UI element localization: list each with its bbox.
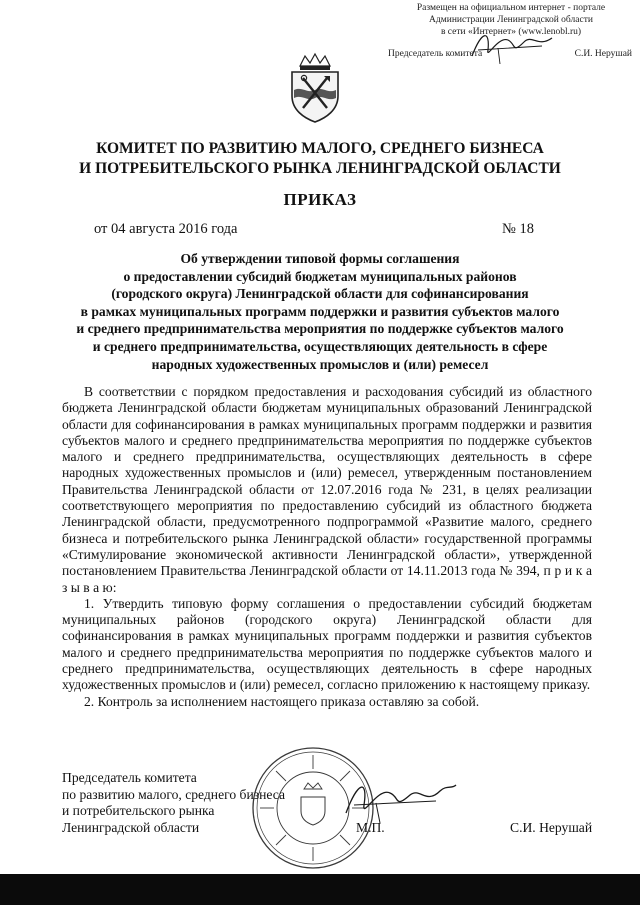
document-date: от 04 августа 2016 года: [94, 221, 238, 237]
handwritten-signature-icon: [468, 26, 558, 66]
publication-note-line3: в сети «Интернет» (www.lenobl.ru): [440, 27, 582, 37]
document-number: № 18: [502, 221, 534, 237]
publication-note-signer-name: С.И. Нерушай: [574, 49, 632, 59]
subject-line: народных художественных промыслов и (или) ремесел: [151, 356, 489, 372]
signer-position-line: Ленинградской области: [62, 819, 200, 835]
signer-name: С.И. Нерушай: [510, 820, 593, 835]
publication-note-line1: Размещен на официальном интернет - портале: [416, 3, 606, 13]
signature-block: [62, 770, 285, 836]
handwritten-signature-icon: [340, 775, 460, 825]
organization-title: [40, 139, 600, 179]
order-item-1: 1. Утвердить типовую форму соглашения о предоставлении субсидий бюджетам муниципальных районов (городского округа) Ленинградской области для софинансирования в рамках муниципальных программ поддержки и развития субъектов малого и среднего предпринимательства мероприятия по поддержке субъектов малого и среднего предпринимательства, осуществляющих деятельность в сфере народных художественных промыслов и (или) ремесел, согласно приложению к настоящему приказу.: [62, 595, 592, 693]
subject-line: (городского округа) Ленинградской области для софинансирования: [111, 286, 529, 302]
signer-position-line: по развитию малого, среднего бизнеса: [62, 786, 285, 802]
organization-title-line1: КОМИТЕТ ПО РАЗВИТИЮ МАЛОГО, СРЕДНЕГО БИЗНЕСА: [96, 140, 544, 157]
publication-note-line2: Администрации Ленинградской области: [429, 15, 593, 25]
seal-place-mark: М.П.: [356, 820, 385, 835]
subject-line: и среднего предпринимательства, осуществляющих деятельность в сфере: [92, 338, 548, 354]
document-body: [62, 384, 592, 710]
subject-line: и среднего предпринимательства мероприятия по поддержке субъектов малого: [76, 321, 564, 337]
subject-line: Об утверждении типовой формы соглашения: [180, 251, 460, 266]
signer-position-line: и потребительского рынка: [62, 803, 215, 818]
publication-note-signer-role: Председатель комитета: [388, 49, 483, 59]
signer-position-line: Председатель комитета: [62, 770, 197, 785]
organization-title-line2: И ПОТРЕБИТЕЛЬСКОГО РЫНКА ЛЕНИНГРАДСКОЙ ОБЛАСТИ: [79, 160, 561, 177]
preamble-paragraph: В соответствии с порядком предоставления и расходования субсидий из областного бюджета Ленинградской области бюджетам муниципальных образований Ленинградской области для софинансирования в рамках муниципальных программ поддержки и развития субъектов малого и среднего предпринимательства мероприятия по поддержке субъектов малого и среднего предпринимательства, осуществляющих деятельность в сфере народных художественных промыслов и (или) ремесел, утвержденным постановлением Правительства Ленинградской области от 12.07.2016 года № 231, в целях реализации соответствующего мероприятия по предоставлению субсидий из областного бюджета Ленинградской области, предусмотренного подпрограммой «Развитие малого, среднего бизнеса и потребительского рынка Ленинградской области» государственной программы «Стимулирование экономической активности Ленинградской области», утвержденной постановлением Правительства Ленинградской области от 14.11.2013 года № 394, п р и к а з ы в а ю:: [62, 384, 592, 595]
subject-line: о предоставлении субсидий бюджетам муниципальных районов: [123, 268, 517, 284]
scan-edge-bar: [0, 874, 640, 905]
document-subject: [40, 250, 600, 373]
document-type: ПРИКАЗ: [283, 190, 357, 209]
subject-line: в рамках муниципальных программ поддержки и развития субъектов малого: [80, 303, 560, 319]
coat-of-arms-icon: [286, 52, 344, 124]
order-item-2: 2. Контроль за исполнением настоящего приказа оставляю за собой.: [84, 693, 480, 709]
